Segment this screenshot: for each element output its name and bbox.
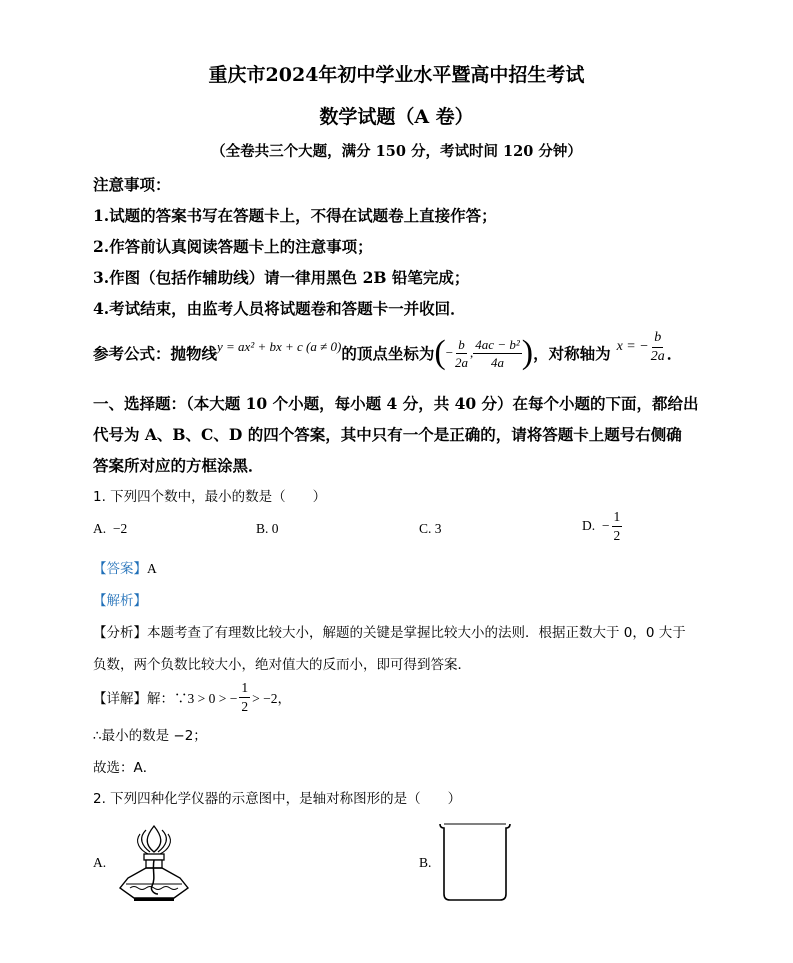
answer-value: A [147,561,157,576]
q1-detail: 【详解】 解：∵3 > 0 > − $\frac{1}{2}$ > −2， [93,680,291,714]
q1-option-b: B. 0 [256,521,279,536]
q1-conclusion: ∴最小的数是 −2； [93,728,207,744]
q2-option-b-label: B. [419,855,432,870]
formula-axis: x = − $\frac{b}{2a}$ [616,329,665,364]
alcohol-lamp-icon [116,822,192,902]
q1-detail-fraction: $\frac{1}{2}$ [241,680,249,714]
q2-stem: 2. 下列四种化学仪器的示意图中，是轴对称图形的是（ ） [93,791,462,807]
q1-answer [93,557,157,577]
vertex-x-fraction: $\frac{b}{2a}$ [455,336,469,370]
q1-option-d: D. − $\frac{1}{2}$ [582,509,621,543]
section1-line-2: 代号为 A、B、C、D 的四个答案，其中只有一个是正确的，请将答题卡上题号右侧确 [93,425,682,444]
analysis-tag: 【解析】 [93,593,147,609]
exam-note: （全卷共三个大题，满分 150 分，考试时间 120 分钟） [211,143,582,160]
section1-line-1: 一、选择题：（本大题 10 个小题，每小题 4 分，共 40 分）在每个小题的下面，都给出 [93,394,699,413]
beaker-icon [436,820,516,902]
page-subtitle: 数学试题（A 卷） [319,106,474,128]
vertex-y-fraction: $\frac{\text{4ac − b²}}{4a}$ [475,336,520,370]
formula-label: 参考公式：抛物线 [93,344,218,363]
formula-parabola: y = ax² + bx + c (a ≠ 0) [217,339,342,354]
q1-stem: 1. 下列四个数中，最小的数是（ ） [93,489,327,505]
formula-vertex: ( − $\frac{b}{2a}$ , $\frac{\text{4ac − b²}}{4a}$ ) [434,334,534,371]
notes-item-3: 3.作图（包括作辅助线）请一律用黑色 2B 铅笔完成； [93,268,470,287]
answer-tag: 【答案】 [93,561,147,577]
fenxi-tag: 【分析】 [93,625,147,641]
formula-end: ． [666,344,683,363]
q1-option-c: C. 3 [419,521,442,536]
notes-item-2: 2.作答前认真阅读答题卡上的注意事项； [93,237,373,256]
notes-item-4: 4.考试结束，由监考人员将试题卷和答题卡一并收回． [93,299,466,318]
q1-option-a: A. −2 [93,521,128,536]
q1-option-d-fraction: $\frac{1}{2}$ [613,509,621,543]
section1-line-3: 答案所对应的方框涂黑． [93,456,264,475]
formula-vertex-text: 的顶点坐标为 [341,344,435,363]
q2-option-a-label: A. [93,855,107,870]
notes-item-1: 1.试题的答案书写在答题卡上，不得在试题卷上直接作答； [93,206,497,225]
detail-tag: 【详解】 [93,691,147,707]
q1-choice: 故选：A． [93,760,157,776]
q1-fenxi-line-2: 负数，两个负数比较大小，绝对值大的反而小，即可得到答案． [93,657,471,673]
formula-axis-text: ，对称轴为 [533,344,611,363]
notes-heading: 注意事项： [93,175,171,194]
page-title: 重庆市2024年初中学业水平暨高中招生考试 [208,64,585,86]
reference-formula [93,328,682,378]
axis-fraction: $\frac{b}{2a}$ [650,329,665,364]
q1-fenxi-line-1: 【分析】本题考查了有理数比较大小，解题的关键是掌握比较大小的法则．根据正数大于 0，0 大于 [93,625,686,641]
